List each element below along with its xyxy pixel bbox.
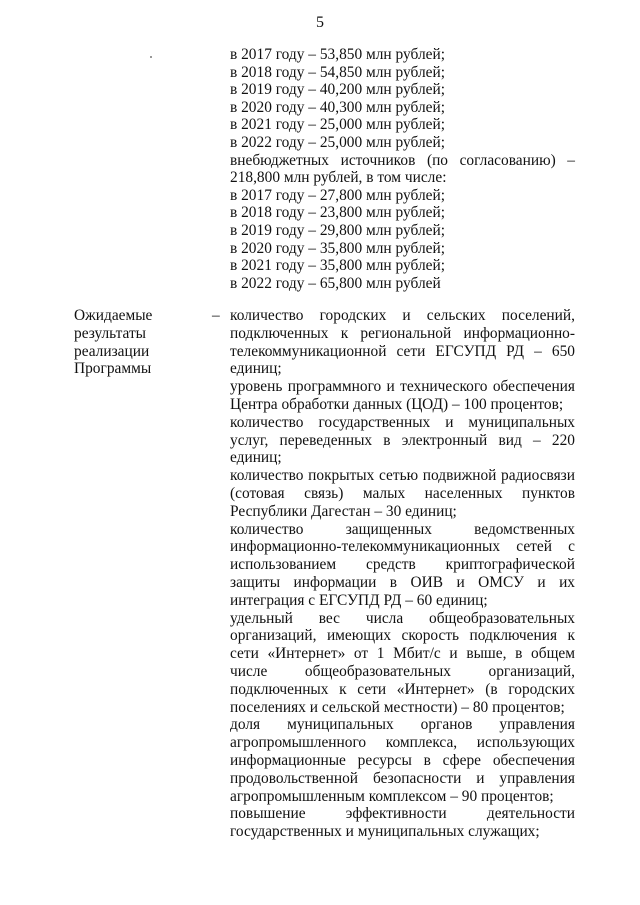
scan-speck (150, 56, 152, 58)
section-label-line: результаты (74, 324, 147, 342)
result-item: количество городских и сельских поселений, подключенных к региональной информационно-телекоммуникационной сети ЕГСУПД РД – 650 единиц; (230, 307, 575, 378)
section-label (74, 307, 184, 378)
funding-line: в 2021 году – 25,000 млн рублей; (230, 116, 445, 134)
section-dash: – (212, 307, 220, 324)
result-item: доля муниципальных органов управления агропромышленного комплекса, использующих информационные ресурсы в сфере обеспечения продовольственной безопасности и управления агропромышленным комплексом – 90 процентов; (230, 716, 575, 805)
funding-line: в 2022 году – 25,000 млн рублей; (230, 133, 445, 151)
result-item: количество защищенных ведомственных информационно-телекоммуникационных сетей с использованием средств криптографической защиты информации в ОИВ и ОМСУ и их интеграция с ЕГСУПД РД – 60 единиц; (230, 520, 575, 609)
expected-results (230, 307, 575, 841)
funding-line: в 2017 году – 27,800 млн рублей; (230, 186, 445, 204)
section-label-line: Ожидаемые (74, 307, 153, 324)
funding-line: в 2019 году – 40,200 млн рублей; (230, 81, 445, 99)
funding-line: в 2018 году – 54,850 млн рублей; (230, 63, 445, 81)
funding-line: внебюджетных источников (по согласованию) – (230, 151, 575, 169)
result-item: удельный вес числа общеобразовательных организаций, имеющих скорость подключения к сети «Интернет» от 1 Мбит/с и выше, в общем числе общеобразовательных организаций, подключенных к сети «Интернет» (в городских поселениях и сельской местности) – 80 процентов; (230, 609, 575, 716)
section-label-line: реализации (74, 342, 150, 360)
funding-line: в 2022 году – 65,800 млн рублей (230, 274, 441, 292)
page-number: 5 (316, 14, 324, 31)
funding-line: в 2020 году – 35,800 млн рублей; (230, 239, 445, 257)
funding-breakdown (230, 46, 575, 292)
funding-line: в 2018 году – 23,800 млн рублей; (230, 204, 445, 222)
funding-line: в 2019 году – 29,800 млн рублей; (230, 221, 445, 239)
funding-line: 218,800 млн рублей, в том числе: (230, 169, 447, 187)
result-item: количество покрытых сетью подвижной радиосвязи (сотовая связь) малых населенных пунктов Республики Дагестан – 30 единиц; (230, 467, 575, 520)
funding-line: в 2020 году – 40,300 млн рублей; (230, 98, 445, 116)
result-item: уровень программного и технического обеспечения Центра обработки данных (ЦОД) – 100 процентов; (230, 378, 575, 413)
section-label-line: Программы (74, 360, 152, 378)
funding-line: в 2017 году – 53,850 млн рублей; (230, 46, 445, 63)
result-item: количество государственных и муниципальных услуг, переведенных в электронный вид – 220 единиц; (230, 413, 575, 467)
funding-line: в 2021 году – 35,800 млн рублей; (230, 257, 445, 275)
result-item: повышение эффективности деятельности государственных и муниципальных служащих; (230, 805, 575, 841)
